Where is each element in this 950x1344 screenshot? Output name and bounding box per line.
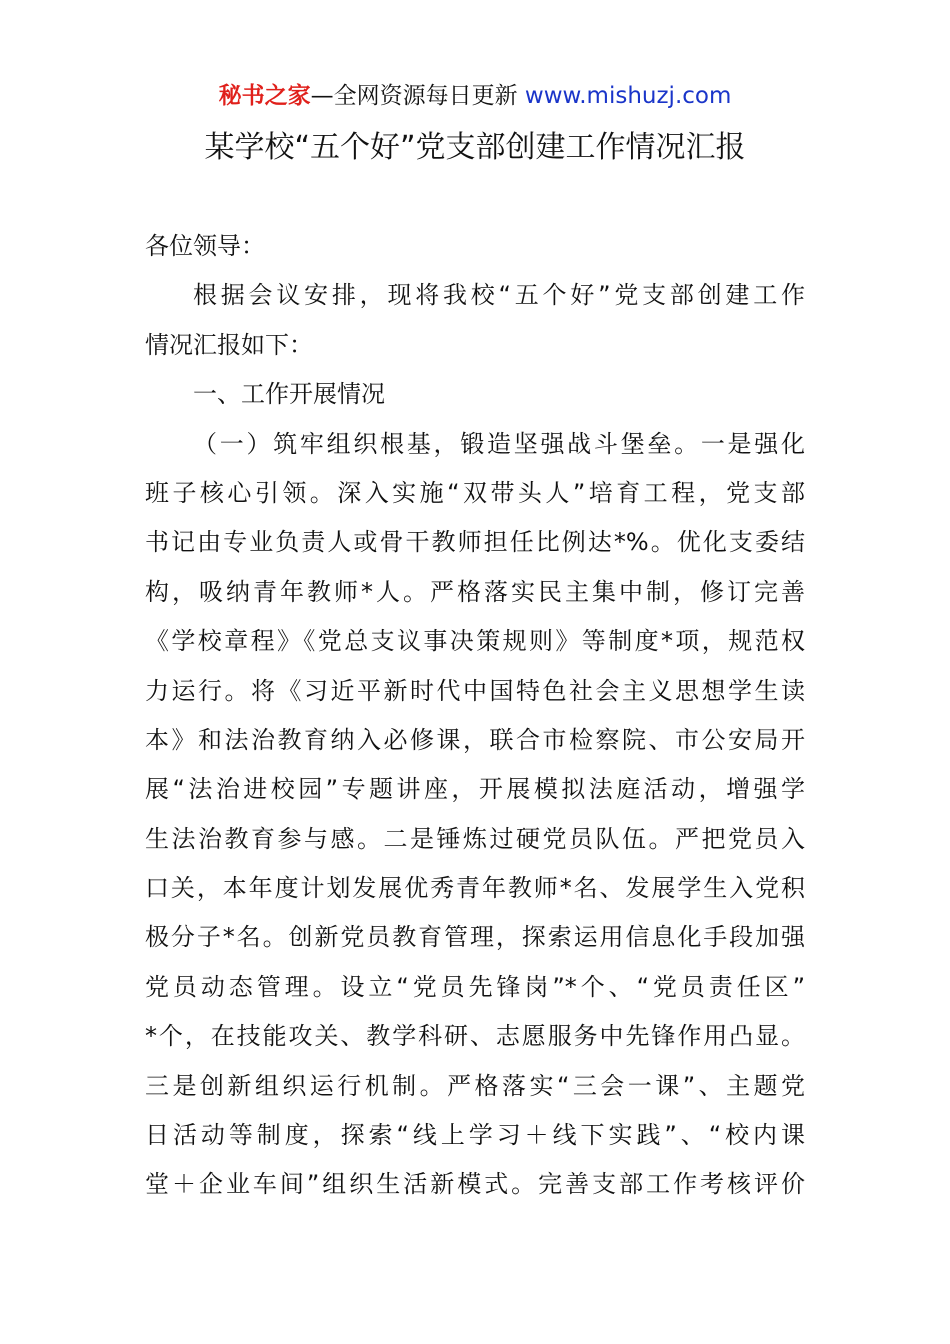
paragraph-line: 口关，本年度计划发展优秀青年教师*名、发展学生入党积 bbox=[145, 874, 805, 903]
paragraph-line: 日活动等制度，探索“线上学习＋线下实践”、“校内课 bbox=[145, 1121, 805, 1150]
paragraph-line: *个，在技能攻关、教学科研、志愿服务中先锋作用凸显。 bbox=[145, 1022, 805, 1051]
paragraph-line: 堂＋企业车间”组织生活新模式。完善支部工作考核评价 bbox=[145, 1170, 805, 1199]
salutation: 各位领导： bbox=[145, 232, 265, 260]
paragraph-line: 力运行。将《习近平新时代中国特色社会主义思想学生读 bbox=[145, 676, 805, 705]
paragraph-line: 本》和法治教育纳入必修课，联合市检察院、市公安局开 bbox=[145, 725, 805, 754]
paragraph-line: 班子核心引领。深入实施“双带头人”培育工程，党支部 bbox=[145, 478, 805, 507]
intro-line: 根据会议安排，现将我校“五个好”党支部创建工作 bbox=[193, 281, 805, 310]
paragraph-line: 展“法治进校园”专题讲座，开展模拟法庭活动，增强学 bbox=[145, 775, 805, 804]
site-url-link[interactable]: www.mishuzj.com bbox=[524, 83, 732, 109]
site-slogan: —全网资源每日更新 bbox=[310, 83, 525, 109]
paragraph-line: 生法治教育参与感。二是锤炼过硬党员队伍。严把党员入 bbox=[145, 824, 805, 853]
paragraph-line: 党员动态管理。设立“党员先锋岗”*个、“党员责任区” bbox=[145, 972, 805, 1001]
paragraph-line: 书记由专业负责人或骨干教师担任比例达*%。优化支委结 bbox=[145, 528, 805, 557]
paragraph-line: （一）筑牢组织根基，锻造坚强战斗堡垒。一是强化 bbox=[193, 429, 805, 458]
section-heading: 一、工作开展情况 bbox=[193, 380, 385, 409]
site-brand: 秘书之家 bbox=[218, 83, 311, 109]
paragraph-line: 《学校章程》《党总支议事决策规则》等制度*项，规范权 bbox=[145, 627, 805, 656]
site-header bbox=[0, 82, 950, 110]
intro-line: 情况汇报如下： bbox=[145, 330, 313, 359]
paragraph-line: 三是创新组织运行机制。严格落实“三会一课”、主题党 bbox=[145, 1071, 805, 1100]
paragraph-line: 构，吸纳青年教师*人。严格落实民主集中制，修订完善 bbox=[145, 577, 805, 606]
document-body bbox=[145, 222, 805, 1210]
document-title: 某学校“五个好”党支部创建工作情况汇报 bbox=[204, 130, 746, 165]
paragraph-line: 极分子*名。创新党员教育管理，探索运用信息化手段加强 bbox=[145, 923, 805, 952]
